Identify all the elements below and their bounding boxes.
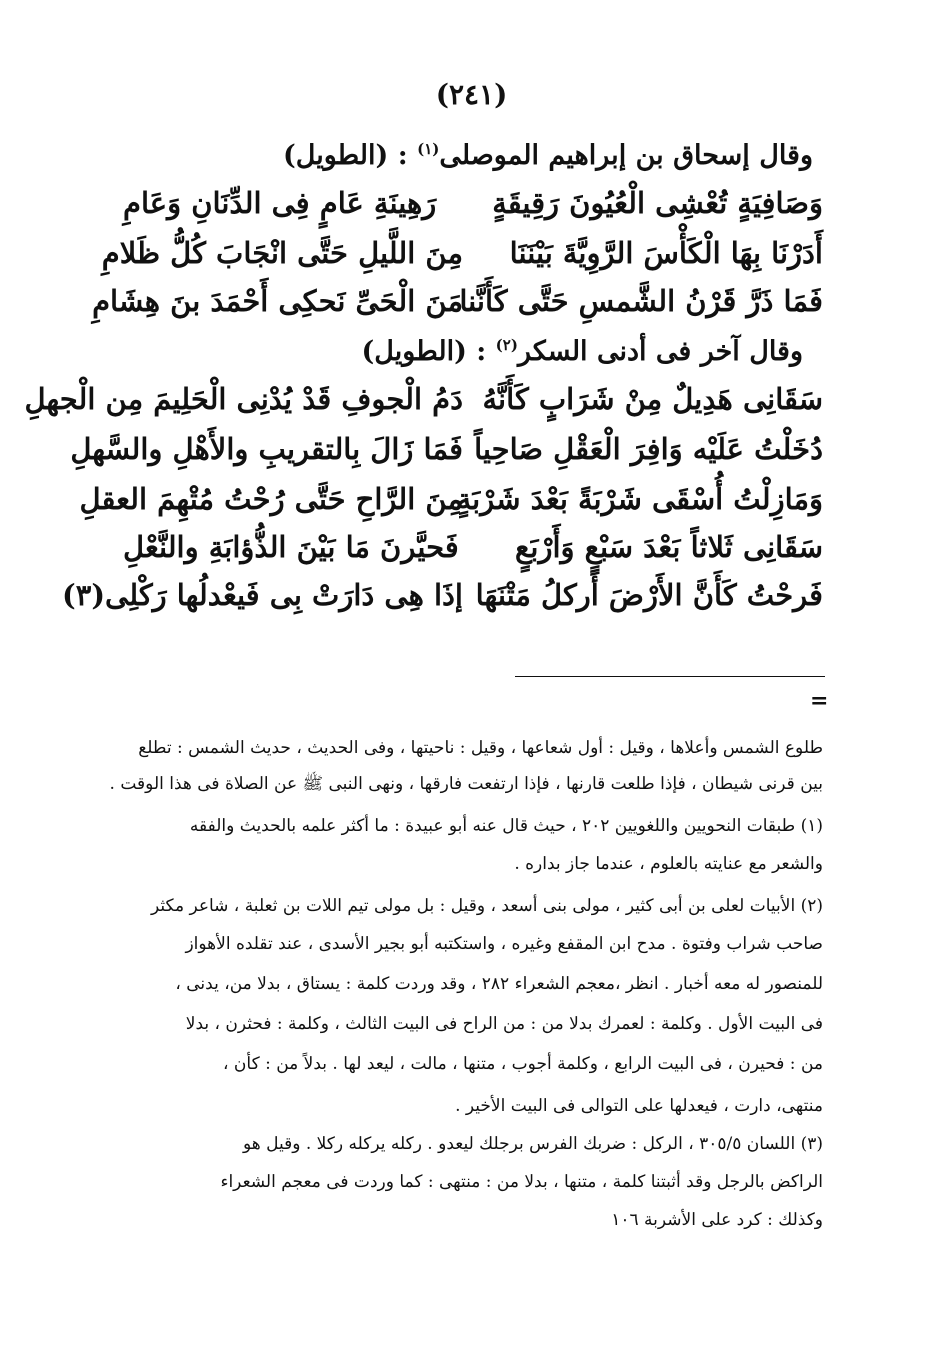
verse-second-hemistich: فَمَا زَالَ بِالتقريبِ والأَهْلِ والسَّهلِ	[70, 432, 463, 466]
footnote-continuation-marker: =	[810, 688, 829, 714]
footnote-line: فى البيت الأول . وكلمة : لعمرك بدلا من : من الراح فى البيت الثالث ، وكلمة : فحثرن ، بدلا	[185, 1014, 823, 1034]
verse	[123, 186, 823, 236]
verse-first-hemistich: فَرحْتُ كَأَنَّ الأَرْضَ أَركلُ مَتْنَهَا	[475, 578, 823, 612]
verse	[92, 284, 823, 334]
poem-intro-text: وقال إسحاق بن إبراهيم الموصلى	[439, 140, 813, 171]
verse	[70, 432, 823, 482]
poem-intro-1	[133, 140, 813, 171]
verse	[123, 530, 823, 580]
verse-first-hemistich: سَقَانِى هَدِيلٌ مِنْ شَرَابٍ كَأَنَّهُ	[482, 382, 823, 416]
verse-first-hemistich: فَمَا ذَرَّ قَرْنُ الشَّمسِ حَتَّى كَأَنَّنا	[459, 284, 823, 318]
verse-second-hemistich: رَهِينَةِ عَامٍ فِى الدِّنَانِ وَعَامِ	[123, 186, 437, 220]
verse-first-hemistich: أَدَرْنَا بِهَا الْكَأْسَ الرَّوِيَّةَ بَيْنَنَا	[509, 236, 823, 270]
verse	[79, 482, 823, 532]
verse-second-hemistich: مَنَ الْحَىِّ نَحكِى أَحْمَدَ بنَ هِشَامِ	[92, 284, 463, 318]
footnote-ref: (٢)	[495, 336, 518, 354]
verse	[101, 236, 823, 286]
footnote-line: للمنصور له معه أخبار . انظر ،معجم الشعراء ٢٨٢ ، وقد وردت كلمة : يستاق ، بدلا من، يدنى ،	[175, 974, 823, 994]
page-number: (٢٤١)	[435, 78, 508, 111]
footnote-line: (٢) الأبيات لعلى بن أبى كثير ، مولى بنى أسعد ، وقيل : بل مولى تيم اللات بن ثعلبة ، شاعر مكثر	[151, 896, 823, 916]
poem-meter: : (الطويل)	[282, 140, 408, 171]
footnote-line: منتهى، دارت ، فيعدلها على التوالى فى البيت الأخير .	[455, 1096, 823, 1116]
poem-intro-2	[123, 336, 803, 367]
verse-first-hemistich: سَقَانِى ثَلاثاً بَعْدَ سَبْعٍ وَأَرْبَعٍ	[514, 530, 823, 564]
footnote-ref: (١)	[417, 140, 440, 158]
verse-second-hemistich: دَمُ الْجوفِ قَدْ يُدْنِى الْحَلِيمَ مِن الْجهلِ	[24, 382, 463, 416]
footnote-line: من : فحيرن ، فى البيت الرابع ، وكلمة أجوب ، متنها ، مالت ، ليعد لها . بدلاً من : كأن ،	[223, 1054, 823, 1074]
verse-second-hemistich: مِنَ اللَّيلِ حَتَّى انْجَابَ كُلُّ ظَلامِ	[101, 236, 463, 270]
footnote-line: (٣) اللسان ٣٠٥/٥ ، الركل : ضربك الفرس برجلك ليعدو . ركله يركله ركلا . وقيل هو	[242, 1134, 823, 1154]
footnote-line: الراكض بالرجل وقد أثبتنا كلمة ، متنها ، بدلا من : منتهى : كما وردت فى معجم الشعراء	[220, 1172, 823, 1192]
verse	[62, 578, 823, 628]
footnote-line: بين قرنى شيطان ، فإذا طلعت قارنها ، فإذا ارتفعت فارقها ، ونهى النبى ﷺ عن الصلاة فى هذا الوقت .	[109, 774, 823, 794]
verse-first-hemistich: وَصَافِيَةٍ تُعْشِى الْعُيُونَ رَقِيقَةٍ	[492, 186, 823, 220]
verse-second-hemistich: إذَا هِى دَارَتْ بِى فَيعْدلُها رَكْلِى(٣)	[62, 578, 463, 612]
footnote-separator	[515, 676, 825, 677]
verse-first-hemistich: دُخَلْتُ عَلَيْه وَافِرَ الْعَقْلِ صَاحِياً	[474, 432, 823, 466]
verse	[24, 382, 823, 432]
verse-second-hemistich: مِنَ الرَّاحِ حَتَّى رُحْتُ مُتْهِمَ العقلِ	[79, 482, 463, 516]
verse-first-hemistich: وَمَازِلْتُ أُسْقَى شَرْبَةً بَعْدَ شَرْبَةٍ	[456, 482, 823, 516]
footnote-line: (١) طبقات النحويين واللغويين ٢٠٢ ، حيث قال عنه أبو عبيدة : ما أكثر علمه بالحديث والفقه	[189, 816, 823, 836]
footnote-line: والشعر مع عنايته بالعلوم ، عندما جاز بداره .	[514, 854, 823, 874]
footnote-line: وكذلك : كرد على الأشربة ١٠٦	[611, 1210, 823, 1230]
poem-meter: : (الطويل)	[361, 336, 487, 367]
footnote-line: طلوع الشمس وأعلاها ، وقيل : أول شعاعها ، وقيل : ناحيتها ، وفى الحديث ، حديث الشمس : تطلع	[138, 738, 823, 758]
poem-intro-text: وقال آخر فى أدنى السكر	[517, 336, 803, 367]
footnote-line: صاحب شراب وفتوة . مدح ابن المقفع وغيره ، واستكتبه أبو بجير الأسدى ، عند تقلده الأهواز	[185, 934, 823, 954]
verse-second-hemistich: فَحيَّرنَ مَا بَيْنَ الذُّؤابَةِ والنَّعْلِ	[123, 530, 459, 564]
